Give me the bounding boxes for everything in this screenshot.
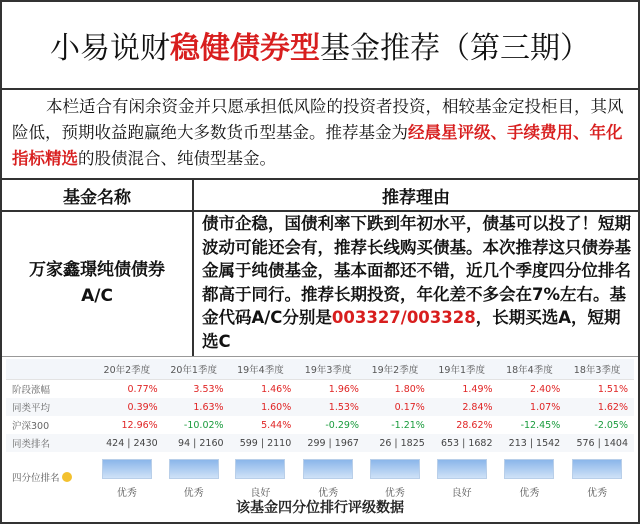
header-fund-name: 基金名称 <box>2 180 194 210</box>
value-cell: 1.51% <box>597 383 628 395</box>
fund-codes: 003327/003328 <box>331 308 476 327</box>
quartile-cell <box>297 452 365 502</box>
quartile-grade: 优秀 <box>587 488 608 499</box>
quartile-bar <box>169 459 219 479</box>
header-reason: 推荐理由 <box>382 187 450 208</box>
quartile-cell <box>499 452 567 502</box>
fund-name-cell <box>2 210 194 356</box>
quartile-bar <box>504 459 554 479</box>
value-cell: 0.17% <box>365 398 431 416</box>
value-cell: -0.29% <box>325 419 359 431</box>
quartile-cell <box>164 452 230 502</box>
quartile-cell <box>96 452 164 502</box>
rank-cell: 424 | 2430 <box>96 434 164 452</box>
page-title <box>2 2 638 90</box>
table-row <box>6 398 634 416</box>
corner-cell <box>6 359 96 380</box>
rank-cell: 26 | 1825 <box>365 434 431 452</box>
value-cell: 1.07% <box>499 398 567 416</box>
title-highlight: 稳健债券型 <box>170 31 320 66</box>
value-cell: 1.53% <box>297 398 365 416</box>
row-label: 阶段涨幅 <box>12 385 51 396</box>
quartile-row <box>6 452 634 502</box>
value-cell: 1.60% <box>230 398 298 416</box>
value-cell: -10.02% <box>183 419 224 431</box>
value-cell: 28.62% <box>456 419 493 431</box>
intro-text-end: 的股债混合、纯债型基金。 <box>78 149 276 168</box>
row-label: 同类平均 <box>6 398 96 416</box>
quartile-cell <box>566 452 634 502</box>
table-row <box>6 380 634 399</box>
quartile-label-cell <box>6 452 96 502</box>
row-label: 同类排名 <box>6 434 96 452</box>
rank-cell: 299 | 1967 <box>297 434 365 452</box>
quartile-bar <box>303 459 353 479</box>
quartile-bar <box>370 459 420 479</box>
table-row <box>6 416 634 434</box>
row-label: 沪深300 <box>12 421 50 432</box>
quartile-grade: 优秀 <box>318 488 339 499</box>
quarter-header: 19年1季度 <box>431 359 499 380</box>
quarter-header: 19年2季度 <box>365 359 431 380</box>
quartile-table-header <box>6 359 634 380</box>
value-cell: 1.63% <box>164 398 230 416</box>
medal-icon <box>62 472 72 482</box>
quarter-header: 20年2季度 <box>96 359 164 380</box>
fund-row <box>2 210 638 357</box>
quartile-grade: 优秀 <box>384 488 405 499</box>
rank-cell: 94 | 2160 <box>164 434 230 452</box>
quartile-cell <box>431 452 499 502</box>
value-cell: 3.53% <box>193 383 224 395</box>
rank-cell: 599 | 2110 <box>230 434 298 452</box>
quartile-grade: 优秀 <box>519 488 540 499</box>
value-cell: -1.21% <box>391 419 425 431</box>
quartile-bar <box>437 459 487 479</box>
fund-share-class: A/C <box>81 286 113 306</box>
value-cell: 5.44% <box>261 419 292 431</box>
table-caption: 该基金四分位排行评级数据 <box>236 500 404 516</box>
reason-text: 债市企稳，国债利率下跌到年初水平，债基可以投了！短期波动可能还会有，推荐长线购买债基。本次推荐这只债券基金属于纯债基金，基本面都还不错，近几个季度四分位排名都高于同行。推荐长期投资，年化差不多会在7%左右。基金代码A/C分别是 <box>202 214 631 327</box>
quartile-grade: 优秀 <box>116 488 137 499</box>
reason-cell <box>194 210 638 356</box>
value-cell: 1.49% <box>462 383 493 395</box>
quarter-header: 19年3季度 <box>297 359 365 380</box>
quartile-bar <box>102 459 152 479</box>
reason-text-end: ，长期买选A，短期选C <box>202 308 621 351</box>
value-cell: 0.39% <box>96 398 164 416</box>
title-part3: 基金推荐（第三期） <box>320 31 590 66</box>
intro-paragraph <box>2 88 638 180</box>
quartile-cell <box>365 452 431 502</box>
quartile-grade: 良好 <box>250 488 271 499</box>
quarter-header: 18年3季度 <box>566 359 634 380</box>
table-row <box>6 434 634 452</box>
quarter-header: 18年4季度 <box>499 359 567 380</box>
rank-cell: 576 | 1404 <box>566 434 634 452</box>
value-cell: 2.40% <box>530 383 561 395</box>
fund-name: 万家鑫璟纯债债券 <box>29 260 165 280</box>
rank-cell: 653 | 1682 <box>431 434 499 452</box>
rank-cell: 213 | 1542 <box>499 434 567 452</box>
quartile-bar <box>235 459 285 479</box>
value-cell: 1.80% <box>394 383 425 395</box>
intro-text: 本栏适合有闲余资金并只愿承担低风险的投资者投资，相较基金定投柜目，其风险低，预期收益跑赢绝大多数货币型基金。推荐基金为 <box>12 97 624 142</box>
quarter-header: 19年4季度 <box>230 359 298 380</box>
value-cell: 1.46% <box>261 383 292 395</box>
intro-highlight: 经晨星评级、手续费用、年化指标精选 <box>12 123 623 168</box>
value-cell: 1.96% <box>328 383 359 395</box>
value-cell: -2.05% <box>594 419 628 431</box>
title-part1: 小易说财 <box>50 31 170 66</box>
quartile-bar <box>572 459 622 479</box>
value-cell: 2.84% <box>431 398 499 416</box>
value-cell: 12.96% <box>121 419 158 431</box>
table-header <box>2 180 638 212</box>
value-cell: -12.45% <box>520 419 561 431</box>
quartile-grade: 优秀 <box>183 488 204 499</box>
quartile-table <box>6 359 634 502</box>
value-cell: 0.77% <box>127 383 158 395</box>
value-cell: 1.62% <box>566 398 634 416</box>
quarter-header: 20年1季度 <box>164 359 230 380</box>
quartile-label: 四分位排名 <box>12 473 60 484</box>
quartile-cell <box>230 452 298 502</box>
quartile-grade: 良好 <box>451 488 472 499</box>
